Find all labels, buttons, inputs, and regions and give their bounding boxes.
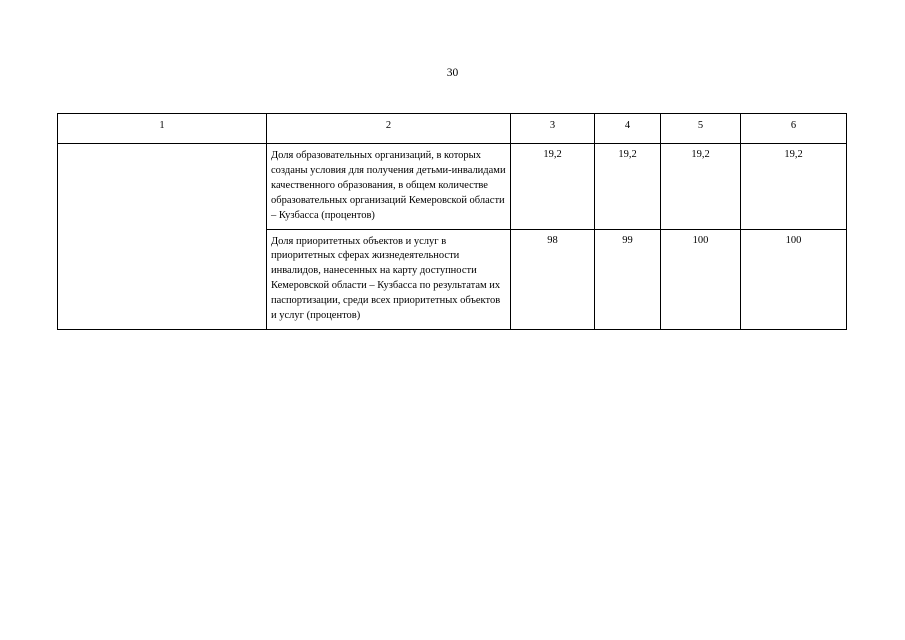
value-cell-col6: 19,2 [741, 144, 847, 230]
value-cell-col5: 19,2 [661, 144, 741, 230]
value-cell-col4: 19,2 [595, 144, 661, 230]
table-header-row [58, 114, 847, 144]
value-cell-col3: 19,2 [511, 144, 595, 230]
value-cell-col3: 98 [511, 229, 595, 329]
value-cell-col4: 99 [595, 229, 661, 329]
page-number: 30 [446, 67, 459, 79]
merged-first-column-cell [58, 144, 267, 330]
column-header-2: 2 [267, 114, 511, 144]
value-cell-col6: 100 [741, 229, 847, 329]
column-header-5: 5 [661, 114, 741, 144]
column-header-1: 1 [58, 114, 267, 144]
indicator-name-cell: Доля образовательных организаций, в которых созданы условия для получения детьми-инвалидами качественного образования, в общем количестве образовательных организаций Кемеровской области – Кузбасса (процентов) [267, 144, 511, 230]
value-cell-col5: 100 [661, 229, 741, 329]
column-header-3: 3 [511, 114, 595, 144]
indicators-table [57, 113, 847, 330]
column-header-4: 4 [595, 114, 661, 144]
table-row [58, 144, 847, 230]
indicator-name-cell: Доля приоритетных объектов и услуг в приоритетных сферах жизнедеятельности инвалидов, нанесенных на карту доступности Кемеровской области – Кузбасса по результатам их паспортизации, среди всех приоритетных объектов и услуг (процентов) [267, 229, 511, 329]
column-header-6: 6 [741, 114, 847, 144]
